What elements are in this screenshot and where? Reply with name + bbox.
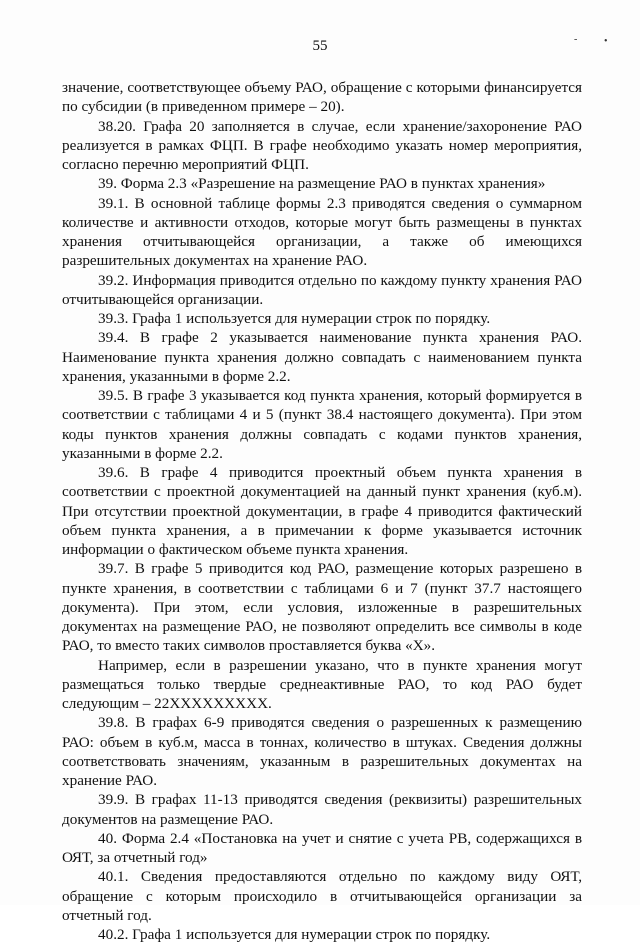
section-heading-40: 40. Форма 2.4 «Постановка на учет и снятие с учета РВ, содержащихся в ОЯТ, за отчетный год» xyxy=(62,829,582,866)
paragraph-40-2: 40.2. Графа 1 используется для нумерации строк по порядку. xyxy=(98,926,491,943)
paragraph-39-3: 39.3. Графа 1 используется для нумерации строк по порядку. xyxy=(98,310,491,327)
paragraph-39-5: 39.5. В графе 3 указывается код пункта хранения, который формируется в соответствии с таблицами 4 и 5 (пункт 38.4 настоящего документа). При этом коды пунктов хранения должны совпадать с кодами пунктов хранения, указанными в форме 2.2. xyxy=(62,387,582,462)
corner-mark: • xyxy=(604,36,608,47)
paragraph-example: Например, если в разрешении указано, что в пункте хранения могут размещаться только твердые среднеактивные РАО, то код РАО будет следующим – 22ХХХХХХХХХ. xyxy=(62,656,582,712)
page-number: 55 xyxy=(312,38,328,54)
paragraph-39-2: 39.2. Информация приводится отдельно по каждому пункту хранения РАО отчитывающейся организации. xyxy=(62,271,582,308)
corner-mark: - xyxy=(574,34,578,45)
paragraph-40-1: 40.1. Сведения предоставляются отдельно по каждому виду ОЯТ, обращение с которым происходило в отчитывающейся организации за отчетный год. xyxy=(62,868,582,924)
paragraph-39-8: 39.8. В графах 6-9 приводятся сведения о разрешенных к размещению РАО: объем в куб.м, масса в тоннах, количество в штуках. Сведения должны соответствовать значениям, указанным в разрешительных документах на хранение РАО. xyxy=(62,714,582,789)
paragraph-39-1: 39.1. В основной таблице формы 2.3 приводятся сведения о суммарном количестве и активности отходов, которые могут быть размещены в пунктах хранения отчитывающейся организации, а также об имеющихся разрешительных документах на хранение РАО. xyxy=(62,194,582,270)
paragraph-39-9: 39.9. В графах 11-13 приводятся сведения (реквизиты) разрешительных документов на размещение РАО. xyxy=(62,791,582,828)
paragraph-38-20: 38.20. Графа 20 заполняется в случае, если хранение/захоронение РАО реализуется в рамках ФЦП. В графе необходимо указать номер мероприятия, согласно перечню мероприятий ФЦП. xyxy=(62,117,582,173)
paragraph-continuation: значение, соответствующее объему РАО, обращение с которыми финансируется по субсидии (в приведенном примере – 20). xyxy=(62,79,582,116)
paragraph-39-4: 39.4. В графе 2 указывается наименование пункта хранения РАО. Наименование пункта хранения должно совпадать с наименованием пункта хранения, указанными в форме 2.2. xyxy=(62,329,582,385)
paragraph-39-6: 39.6. В графе 4 приводится проектный объем пункта хранения в соответствии с проектной документацией на данный пункт хранения (куб.м). При отсутствии проектной документации, в графе 4 приводится фактический объем пункта хранения, а в примечании к форме указывается источник информации о фактическом объеме пункта хранения. xyxy=(62,464,582,558)
document-body xyxy=(62,78,582,944)
section-heading-39: 39. Форма 2.3 «Разрешение на размещение РАО в пунктах хранения» xyxy=(98,175,546,193)
paragraph-39-7: 39.7. В графе 5 приводится код РАО, размещение которых разрешено в пункте хранения, в соответствии с таблицами 6 и 7 (пункт 37.7 настоящего документа). При этом, если условия, изложенные в разрешительных документах на размещение РАО, не позволяют определить все символы в коде РАО, то вместо таких символов проставляется буква «Х». xyxy=(62,560,582,655)
